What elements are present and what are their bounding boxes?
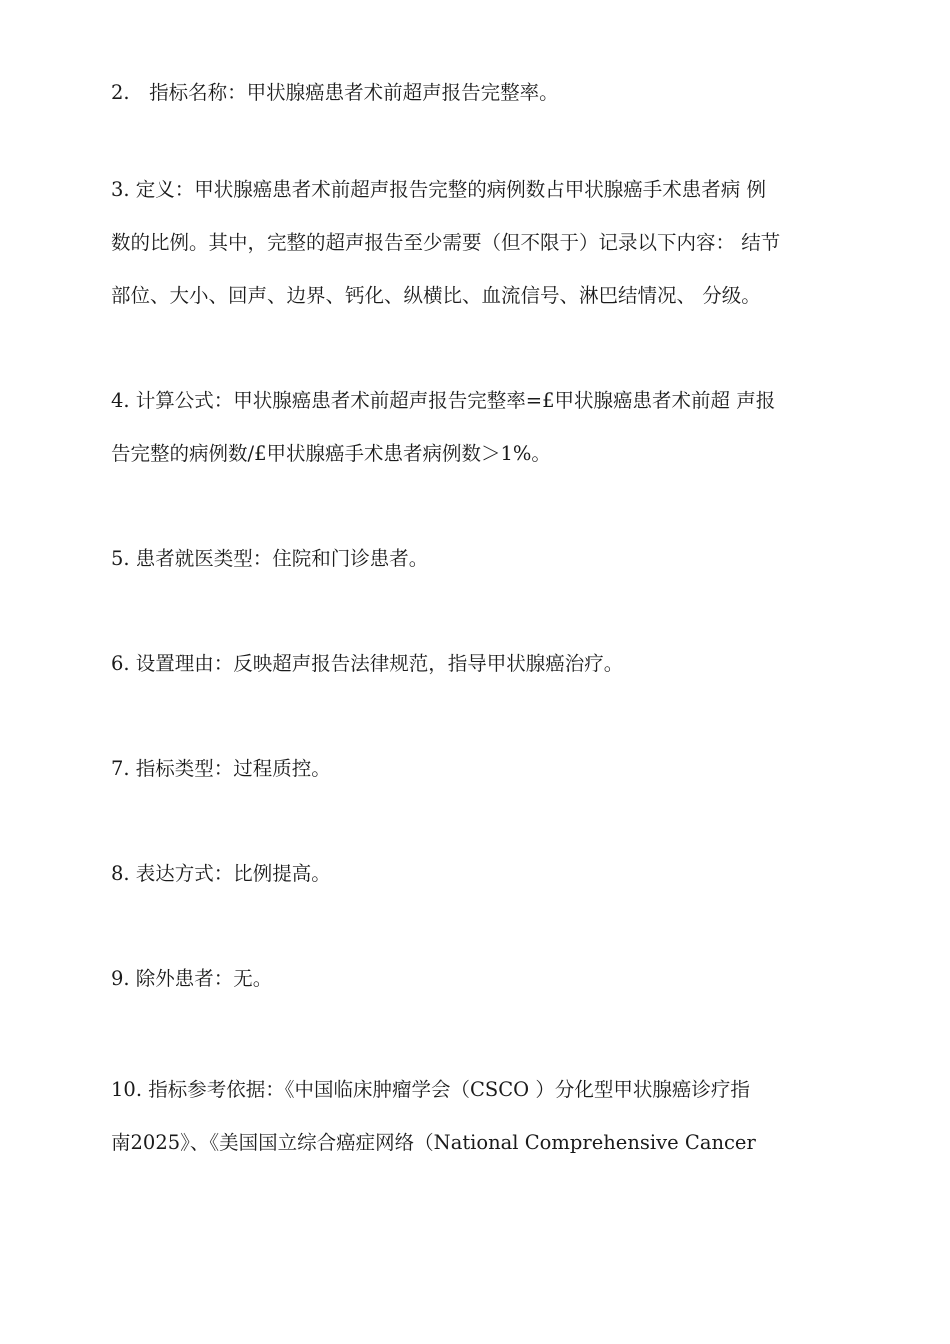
item-10-line-2: 南2025》、《美国国立综合癌症网络（National Comprehensive Cancer <box>111 1131 756 1154</box>
item-10-line-1: 10. 指标参考依据：《中国临床肿瘤学会（CSCO ）分化型甲状腺癌诊疗指 <box>111 1078 750 1101</box>
item-3-line-1: 3. 定义：甲状腺癌患者术前超声报告完整的病例数占甲状腺癌手术患者病 例 <box>111 178 767 201</box>
item-4-line-2: 告完整的病例数/£甲状腺癌手术患者病例数＞1%。 <box>111 442 551 465</box>
item-5-line-1: 5. 患者就医类型：住院和门诊患者。 <box>111 547 429 570</box>
item-3-line-3: 部位、大小、回声、边界、钙化、纵横比、血流信号、淋巴结情况、 分级。 <box>111 284 761 307</box>
item-3-line-2: 数的比例。其中，完整的超声报告至少需要（但不限于）记录以下内容： 结节 <box>111 231 781 254</box>
item-9-line-1: 9. 除外患者：无。 <box>111 967 273 990</box>
item-7-line-1: 7. 指标类型：过程质控。 <box>111 757 331 780</box>
item-4-line-1: 4. 计算公式：甲状腺癌患者术前超声报告完整率=£甲状腺癌患者术前超 声报 <box>111 389 776 412</box>
item-2-line-1: 2. 指标名称：甲状腺癌患者术前超声报告完整率。 <box>111 81 559 104</box>
item-6-line-1: 6. 设置理由：反映超声报告法律规范，指导甲状腺癌治疗。 <box>111 652 624 675</box>
item-8-line-1: 8. 表达方式：比例提高。 <box>111 862 331 885</box>
